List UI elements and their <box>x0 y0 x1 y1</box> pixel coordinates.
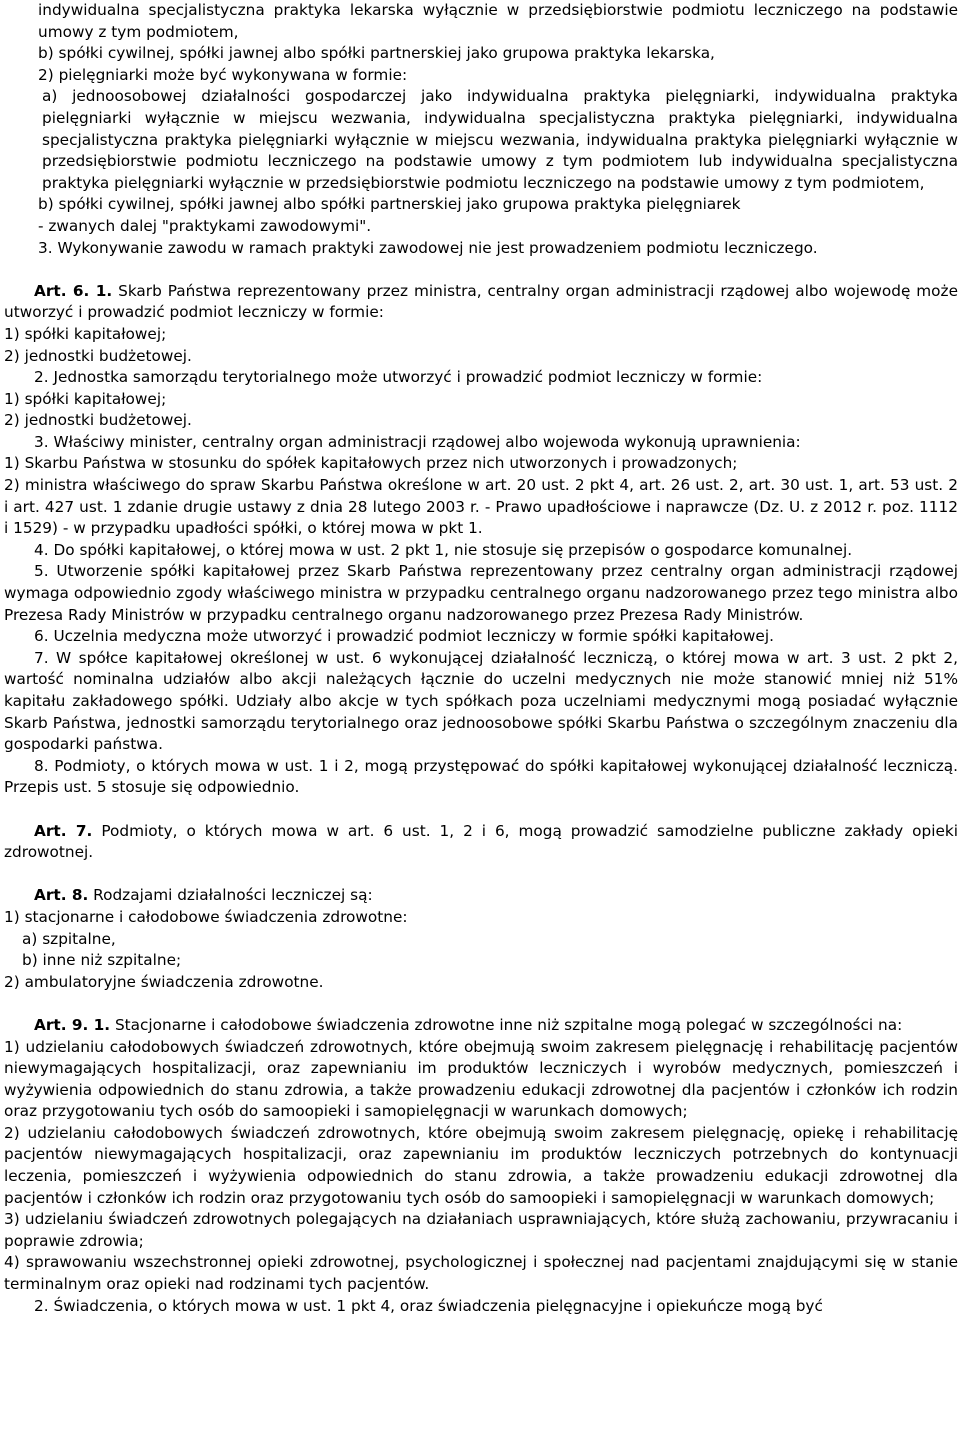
art-6-para-1 <box>4 281 958 324</box>
top-line-2: b) spółki cywilnej, spółki jawnej albo spółki partnerskiej jako grupowa praktyka lekarska, <box>38 44 715 63</box>
section-3: 3. Wykonywanie zawodu w ramach praktyki zawodowej nie jest prowadzeniem podmiotu leczniczego. <box>38 238 818 257</box>
art-9-item-4: 4) sprawowaniu wszechstronnej opieki zdrowotnej, psychologicznej i społecznej nad pacjentami znajdującymi się w stanie terminalnym oraz opieki nad rodzinami tych pacjentów. <box>4 1253 958 1294</box>
item-2c: - zwanych dalej "praktykami zawodowymi". <box>38 216 372 235</box>
top-line-1: indywidualna specjalistyczna praktyka lekarska wyłącznie w przedsiębiorstwie podmiotu leczniczego na podstawie umowy z tym podmiotem, <box>38 1 958 41</box>
art-9-text: Stacjonarne i całodobowe świadczenia zdrowotne inne niż szpitalne mogą polegać w szczególności na: <box>110 1015 903 1034</box>
art-9-label: Art. 9. 1. <box>34 1015 111 1034</box>
art-6-item-1: 1) spółki kapitałowej; <box>4 324 167 343</box>
art-8-item-1b: b) inne niż szpitalne; <box>22 951 182 970</box>
item-2-intro: 2) pielęgniarki może być wykonywana w formie: <box>38 65 408 84</box>
art-8 <box>4 885 958 907</box>
art-7 <box>4 821 958 864</box>
art-9-item-1: 1) udzielaniu całodobowych świadczeń zdrowotnych, które obejmują swoim zakresem pielęgnację i rehabilitację pacjentów niewymagających hospitalizacji, oraz zapewnianiu im produktów leczniczych i wyrobów medycznych, pomieszczeń i wyżywienia odpowiednich do stanu zdrowia, a także prowadzeniu edukacji zdrowotnej dla pacjentów i członków ich rodzin oraz przygotowaniu tych osób do samoopieki i samopielęgnacji w warunkach domowych; <box>4 1037 958 1121</box>
art-6-para-3: 3. Właściwy minister, centralny organ administracji rządowej albo wojewoda wykonują uprawnienia: <box>34 432 801 451</box>
art-6-para-2-item-2: 2) jednostki budżetowej. <box>4 411 192 430</box>
art-6-para-5: 5. Utworzenie spółki kapitałowej przez Skarb Państwa reprezentowany przez centralny organ administracji rządowej wymaga odpowiednio zgody właściwego ministra w przypadku centralnego organu nadzorowanego przez tego ministra albo Prezesa Rady Ministrów w przypadku centralnego organu nadzorowanego przez Prezesa Rady Ministrów. <box>4 562 958 624</box>
art-8-item-2: 2) ambulatoryjne świadczenia zdrowotne. <box>4 972 324 991</box>
art-6-para-2-item-1: 1) spółki kapitałowej; <box>4 389 167 408</box>
art-6-para-3-item-2: 2) ministra właściwego do spraw Skarbu Państwa określone w art. 20 ust. 2 pkt 4, art. 26 ust. 2, art. 30 ust. 1, art. 53 ust. 2 i art. 427 ust. 1 zdanie drugie ustawy z dnia 28 lutego 2003 r. - Prawo upadłościowe i naprawcze (Dz. U. z 2012 r. poz. 1112 i 1529) - w przypadku upadłości spółki, o której mowa w pkt 1. <box>4 476 958 538</box>
item-2b: b) spółki cywilnej, spółki jawnej albo spółki partnerskiej jako grupowa praktyka pielęgniarek <box>38 195 741 214</box>
art-9-item-2: 2) udzielaniu całodobowych świadczeń zdrowotnych, które obejmują swoim zakresem pielęgnację, opiekę i rehabilitację pacjentów niewymagających hospitalizacji, oraz zapewnianiu im produktów leczniczych potrzebnych do kontynuacji leczenia, pomieszczeń i wyżywienia odpowiednich do stanu zdrowia, a także prowadzeniu edukacji zdrowotnej dla pacjentów i członków ich rodzin oraz przygotowaniu tych osób do samoopieki i samopielęgnacji w warunkach domowych; <box>4 1123 958 1207</box>
art-6-label: Art. 6. 1. <box>34 281 113 300</box>
art-7-label: Art. 7. <box>34 821 93 840</box>
art-6-para-4: 4. Do spółki kapitałowej, o której mowa w ust. 2 pkt 1, nie stosuje się przepisów o gospodarce komunalnej. <box>34 540 853 559</box>
art-9-item-3: 3) udzielaniu świadczeń zdrowotnych polegających na działaniach usprawniających, które służą zachowaniu, przywracaniu i poprawie zdrowia; <box>4 1210 958 1250</box>
art-8-item-1a: a) szpitalne, <box>22 929 116 948</box>
art-8-label: Art. 8. <box>34 886 89 905</box>
art-6-text: Skarb Państwa reprezentowany przez ministra, centralny organ administracji rządowej albo wojewodę może utworzyć i prowadzić podmiot leczniczy w formie: <box>4 281 958 322</box>
art-6-para-7: 7. W spółce kapitałowej określonej w ust. 6 wykonującej działalność leczniczą, o której mowa w art. 3 ust. 2 pkt 2, wartość nominalna udziałów albo akcji należących łącznie do uczelni medycznych nie może stanowić mniej niż 51% kapitału zakładowego spółki. Udziały albo akcje w tych spółkach poza uczelniami medycznymi mogą posiadać wyłącznie Skarb Państwa, jednostki samorządu terytorialnego oraz jednoosobowe spółki Skarbu Państwa o szczególnym znaczeniu dla gospodarki państwa. <box>4 648 958 754</box>
art-8-text: Rodzajami działalności leczniczej są: <box>88 886 373 905</box>
art-6-item-2: 2) jednostki budżetowej. <box>4 346 192 365</box>
art-9-para-1 <box>4 1015 958 1037</box>
art-6-para-6: 6. Uczelnia medyczna może utworzyć i prowadzić podmiot leczniczy w formie spółki kapitałowej. <box>34 627 774 646</box>
art-6-para-2: 2. Jednostka samorządu terytorialnego może utworzyć i prowadzić podmiot leczniczy w formie: <box>34 368 763 387</box>
art-6-para-8: 8. Podmioty, o których mowa w ust. 1 i 2, mogą przystępować do spółki kapitałowej wykonującej działalność leczniczą. Przepis ust. 5 stosuje się odpowiednio. <box>4 756 958 797</box>
art-8-item-1: 1) stacjonarne i całodobowe świadczenia zdrowotne: <box>4 907 408 926</box>
art-9-para-2: 2. Świadczenia, o których mowa w ust. 1 pkt 4, oraz świadczenia pielęgnacyjne i opiekuńcze mogą być <box>34 1296 823 1315</box>
art-6-para-3-item-1: 1) Skarbu Państwa w stosunku do spółek kapitałowych przez nich utworzonych i prowadzonych; <box>4 454 738 473</box>
art-7-text: Podmioty, o których mowa w art. 6 ust. 1, 2 i 6, mogą prowadzić samodzielne publiczne zakłady opieki zdrowotnej. <box>4 821 958 862</box>
item-2a: a) jednoosobowej działalności gospodarczej jako indywidualna praktyka pielęgniarki, indywidualna praktyka pielęgniarki wyłącznie w miejscu wezwania, indywidualna specjalistyczna praktyka pielęgniarki, indywidualna specjalistyczna praktyka pielęgniarki wyłącznie w miejscu wezwania, indywidualna praktyka pielęgniarki wyłącznie w przedsiębiorstwie podmiotu leczniczego na podstawie umowy z tym podmiotem lub indywidualna specjalistyczna praktyka pielęgniarki wyłącznie w przedsiębiorstwie podmiotu leczniczego na podstawie umowy z tym podmiotem, <box>42 87 958 192</box>
